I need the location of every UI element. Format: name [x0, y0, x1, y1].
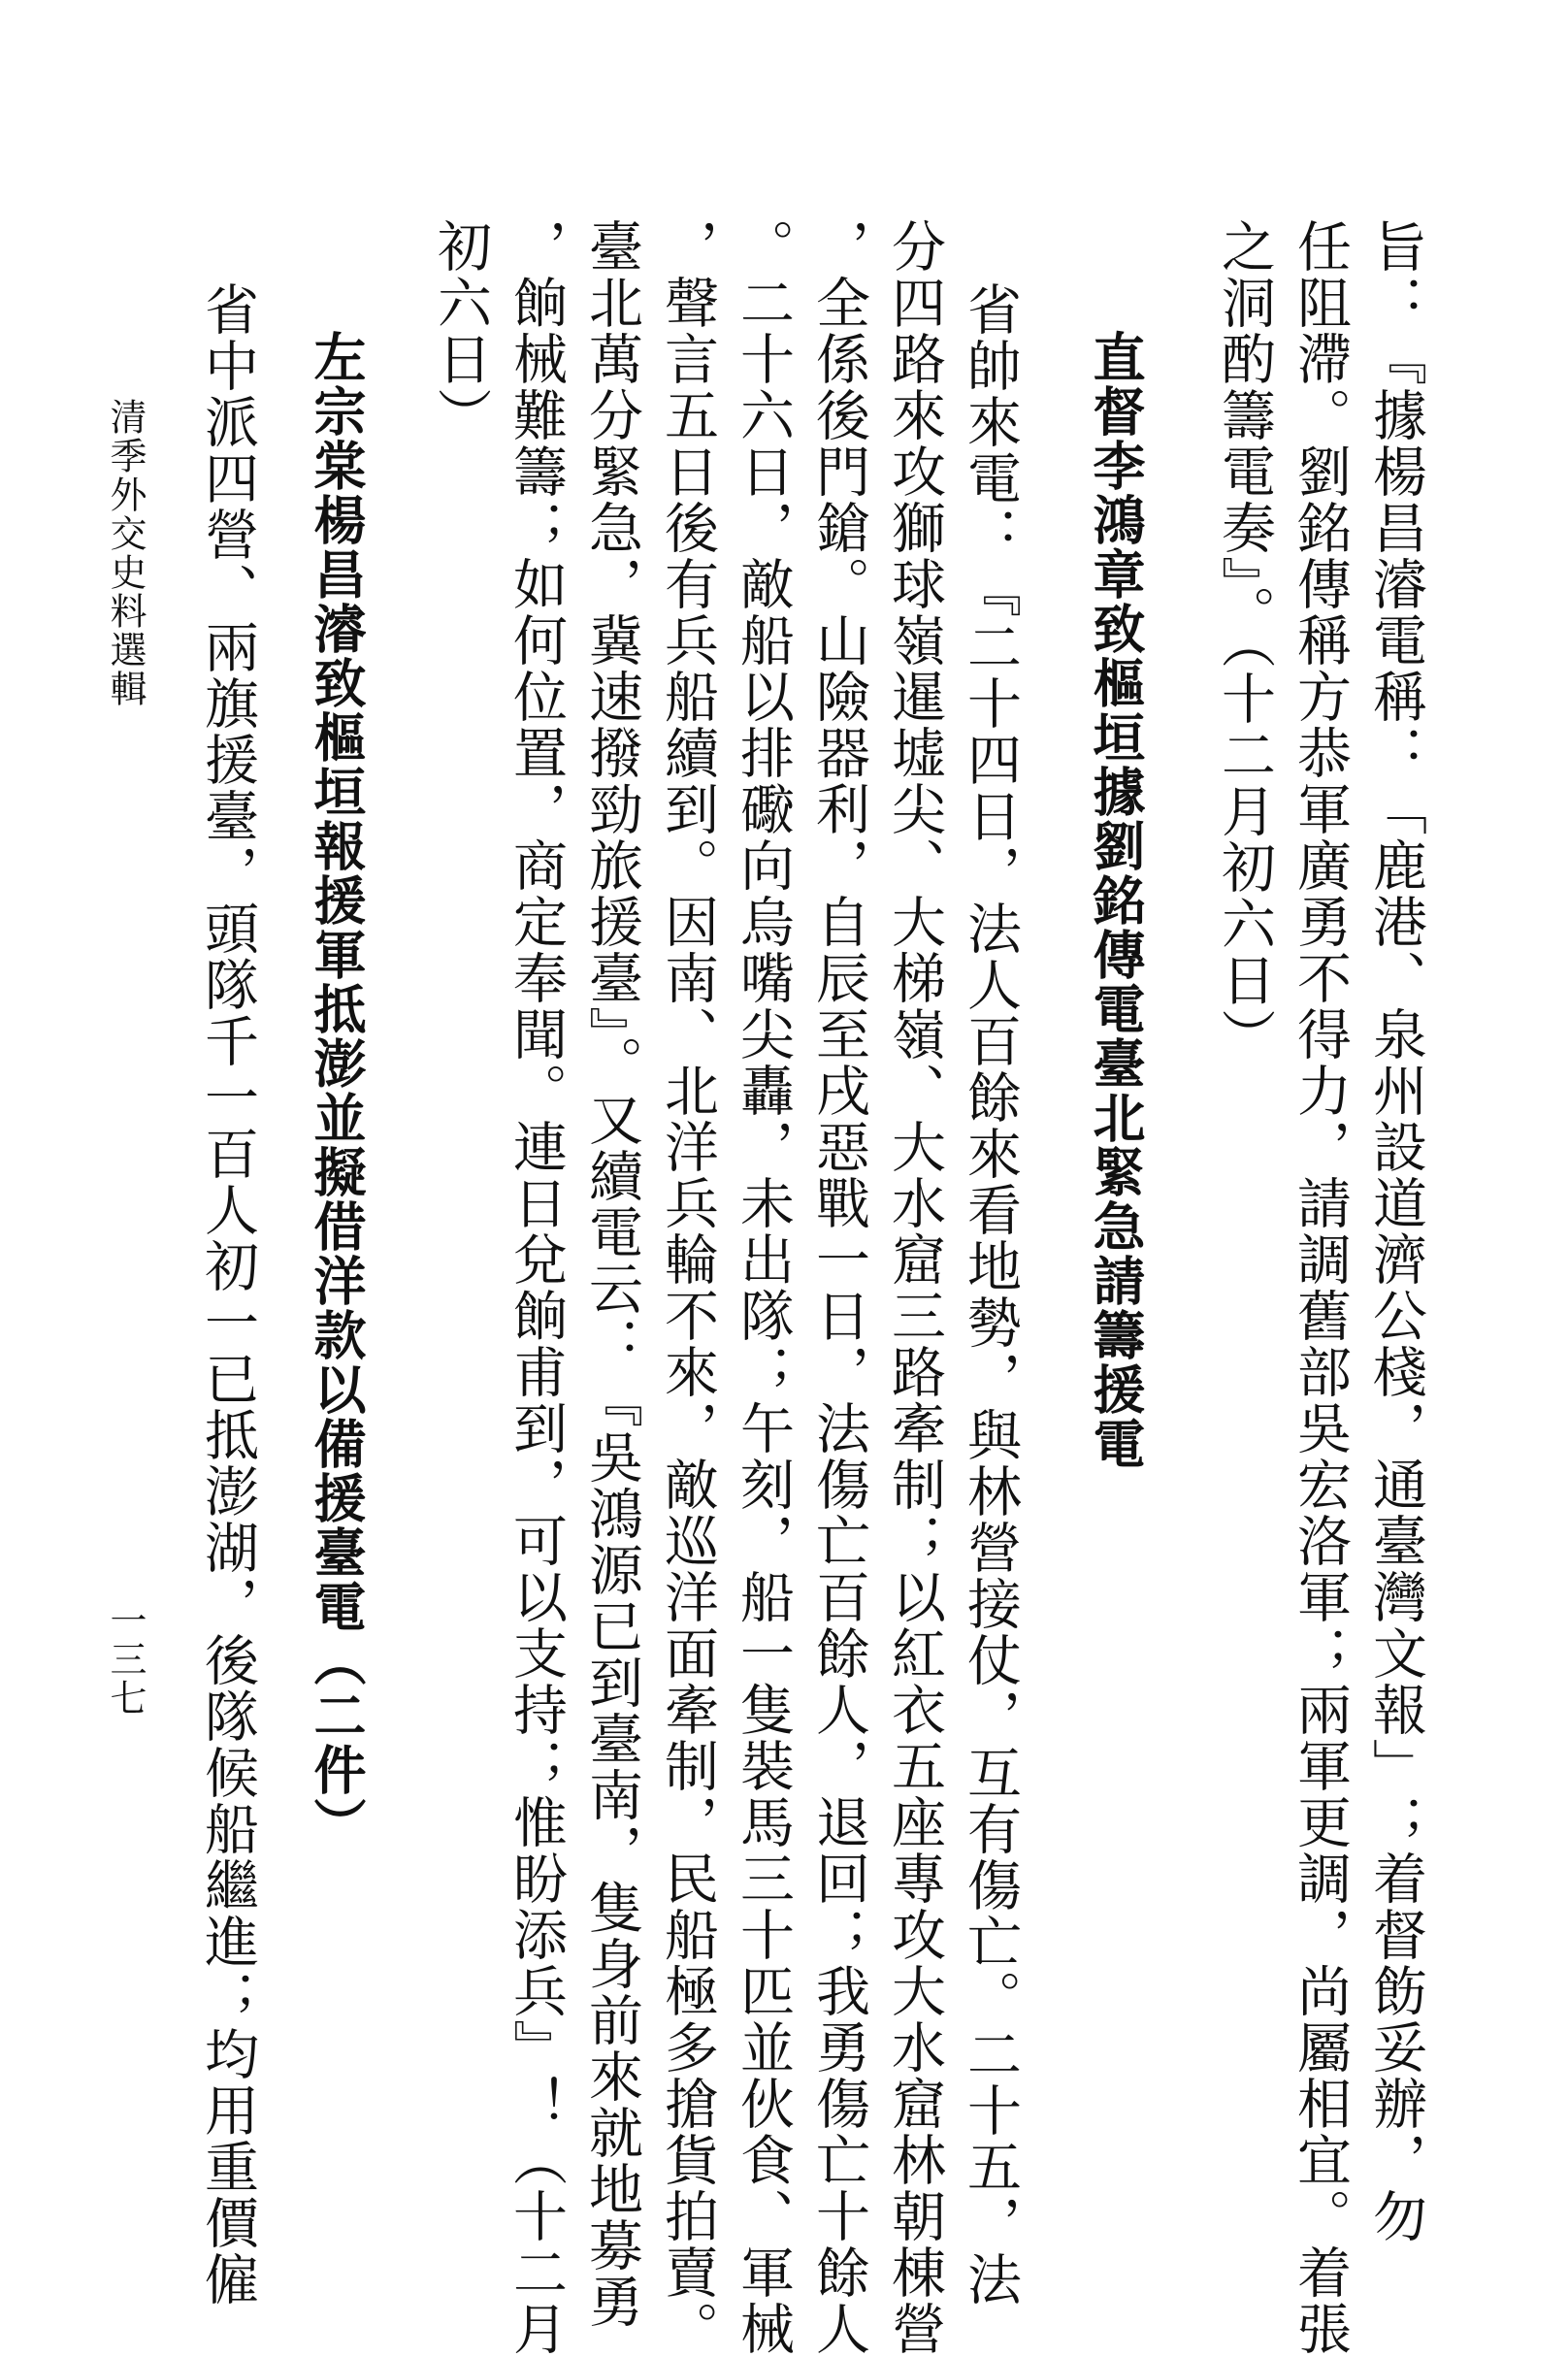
text-column-7: 。二十六日，敵船以排礮向烏嘴尖轟，未出隊；午刻，船一隻裝馬三十匹並伙食、軍械	[732, 218, 795, 2357]
text-column-10: ，餉械難籌；如何位置，商定奉聞。連日兌餉甫到，可以支持；惟盼添兵』！（十二月	[505, 218, 568, 2357]
text-column-1: 旨：『據楊昌濬電稱：「鹿港、泉州設道濟公棧，通臺灣文報」；着督飭妥辦，勿	[1364, 218, 1427, 2244]
text-column-9: 臺北萬分緊急，冀速撥勁旅援臺』。又續電云：『吳鴻源已到臺南，隻身前來就地募勇	[580, 218, 643, 2330]
text-column-5: 分四路來攻獅球嶺暹墟尖、大梯嶺、大水窟三路牽制；以紅衣五座專攻大水窟林朝棟營	[883, 218, 946, 2357]
section-heading-1: 直督李鴻章致樞垣據劉銘傳電臺北緊急請籌援電	[1085, 330, 1147, 1471]
text-column-4: 省帥來電：『二十四日，法人百餘來看地勢，與林營接仗，互有傷亡。二十五，法	[959, 281, 1022, 2308]
text-column-3: 之洞酌籌電奏』。（十二月初六日）	[1213, 218, 1276, 1064]
page-number: 一三七	[104, 1601, 147, 1718]
text-column-8: ，聲言五日後有兵船續到。因南、北洋兵輪不來，敵巡洋面牽制，民船極多搶貨拍賣。	[656, 218, 719, 2357]
text-column-6: ，全係後門鎗。山險器利，自辰至戌惡戰一日，法傷亡百餘人，退回；我勇傷亡十餘人	[807, 218, 870, 2357]
section-heading-2: 左宗棠楊昌濬致樞垣報援軍抵澎並擬借洋款以備援臺電（二件）	[306, 330, 368, 1851]
text-column-11: 初六日）	[429, 218, 492, 443]
running-title: 清季外交史料選輯	[104, 398, 147, 708]
text-column-12: 省中派四營、兩旗援臺，頭隊千一百人初一已抵澎湖，後隊候船繼進；均用重價僱	[196, 281, 259, 2308]
text-column-2: 任阻滯。劉銘傳稱方恭軍廣勇不得力，請調舊部吳宏洛軍；兩軍更調，尚屬相宜。着張	[1289, 218, 1352, 2357]
